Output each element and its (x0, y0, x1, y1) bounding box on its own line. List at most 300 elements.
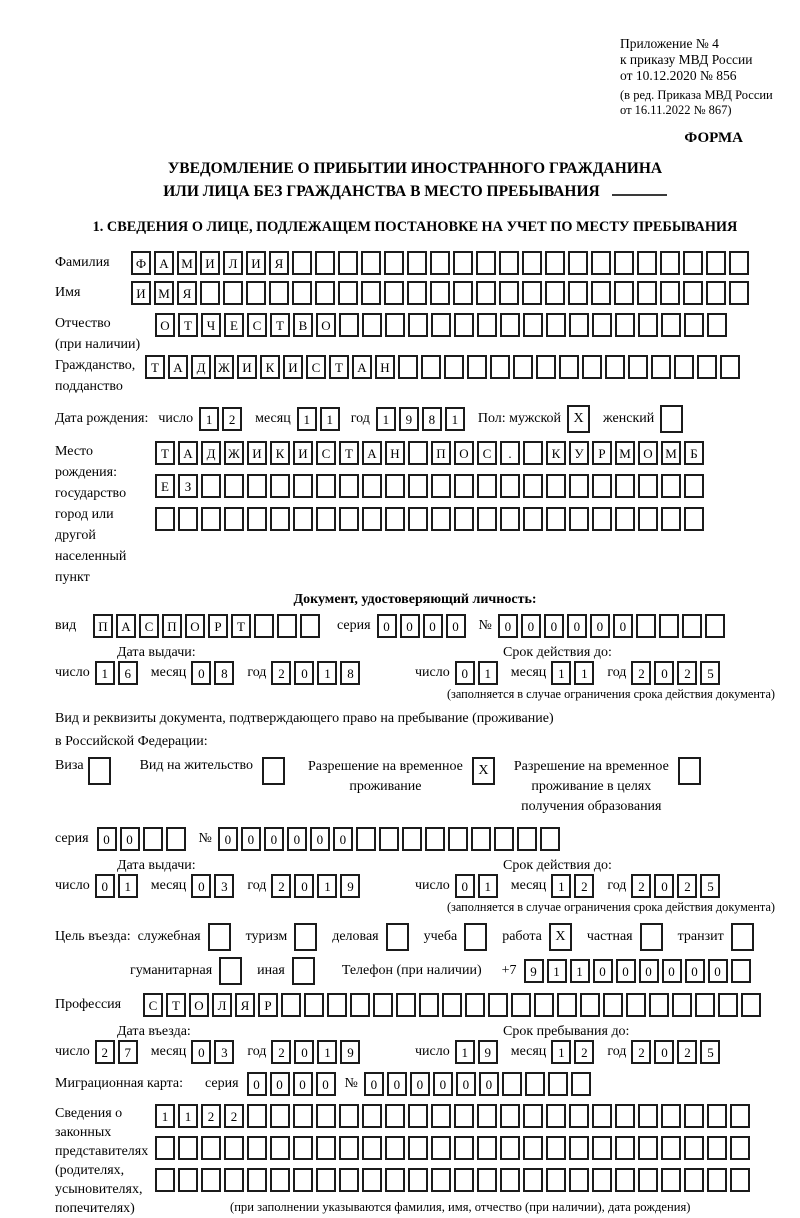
char-cell[interactable] (614, 281, 634, 305)
char-cell[interactable] (262, 757, 285, 785)
char-cell[interactable]: В (293, 313, 313, 337)
char-cell[interactable] (339, 1168, 359, 1192)
char-cell[interactable]: 0 (455, 874, 475, 898)
char-cell[interactable] (557, 993, 577, 1017)
char-cell[interactable] (362, 1168, 382, 1192)
char-cell[interactable] (223, 281, 243, 305)
char-cell[interactable] (386, 923, 409, 951)
char-cell[interactable]: 8 (340, 661, 360, 685)
char-cell[interactable] (362, 1104, 382, 1128)
char-cell[interactable]: Е (155, 474, 175, 498)
char-cell[interactable] (705, 614, 725, 638)
char-cell[interactable] (292, 281, 312, 305)
char-cell[interactable] (362, 507, 382, 531)
char-cell[interactable] (339, 474, 359, 498)
char-cell[interactable] (338, 251, 358, 275)
char-cell[interactable] (178, 1136, 198, 1160)
char-cell[interactable]: 0 (97, 827, 117, 851)
char-cell[interactable] (477, 1136, 497, 1160)
char-cell[interactable]: 0 (410, 1072, 430, 1096)
char-cell[interactable]: 0 (377, 614, 397, 638)
char-cell[interactable]: 6 (118, 661, 138, 685)
char-cell[interactable]: 2 (224, 1104, 244, 1128)
char-cell[interactable] (615, 1104, 635, 1128)
char-cell[interactable] (155, 507, 175, 531)
char-cell[interactable]: П (162, 614, 182, 638)
char-cell[interactable] (208, 923, 231, 951)
char-cell[interactable]: 0 (544, 614, 564, 638)
char-cell[interactable]: 2 (271, 874, 291, 898)
char-cell[interactable]: Ф (131, 251, 151, 275)
char-cell[interactable] (661, 1168, 681, 1192)
char-cell[interactable]: И (293, 441, 313, 465)
char-cell[interactable] (707, 313, 727, 337)
char-cell[interactable] (270, 1104, 290, 1128)
char-cell[interactable]: А (168, 355, 188, 379)
char-cell[interactable]: 1 (199, 407, 219, 431)
char-cell[interactable]: 1 (478, 661, 498, 685)
char-cell[interactable] (316, 1136, 336, 1160)
char-cell[interactable]: О (189, 993, 209, 1017)
char-cell[interactable] (659, 614, 679, 638)
char-cell[interactable]: 0 (387, 1072, 407, 1096)
char-cell[interactable] (408, 1136, 428, 1160)
char-cell[interactable] (362, 474, 382, 498)
char-cell[interactable] (569, 1136, 589, 1160)
char-cell[interactable] (453, 281, 473, 305)
char-cell[interactable]: С (477, 441, 497, 465)
char-cell[interactable] (407, 281, 427, 305)
char-cell[interactable] (661, 1136, 681, 1160)
char-cell[interactable] (385, 313, 405, 337)
char-cell[interactable] (569, 1168, 589, 1192)
char-cell[interactable] (155, 1168, 175, 1192)
char-cell[interactable] (270, 507, 290, 531)
char-cell[interactable] (569, 474, 589, 498)
char-cell[interactable]: 0 (433, 1072, 453, 1096)
char-cell[interactable] (684, 1136, 704, 1160)
char-cell[interactable] (448, 827, 468, 851)
char-cell[interactable] (682, 614, 702, 638)
char-cell[interactable]: 1 (95, 661, 115, 685)
char-cell[interactable] (270, 1168, 290, 1192)
char-cell[interactable] (339, 1136, 359, 1160)
char-cell[interactable] (545, 251, 565, 275)
char-cell[interactable] (454, 1104, 474, 1128)
char-cell[interactable]: 5 (700, 1040, 720, 1064)
char-cell[interactable] (502, 1072, 522, 1096)
char-cell[interactable]: 1 (445, 407, 465, 431)
char-cell[interactable] (615, 507, 635, 531)
char-cell[interactable] (707, 1136, 727, 1160)
char-cell[interactable]: 1 (317, 874, 337, 898)
char-cell[interactable]: 2 (677, 874, 697, 898)
char-cell[interactable]: 0 (616, 959, 636, 983)
char-cell[interactable] (200, 281, 220, 305)
char-cell[interactable] (651, 355, 671, 379)
char-cell[interactable]: Д (201, 441, 221, 465)
char-cell[interactable] (385, 1136, 405, 1160)
char-cell[interactable]: 0 (654, 661, 674, 685)
char-cell[interactable]: 0 (446, 614, 466, 638)
char-cell[interactable] (592, 507, 612, 531)
char-cell[interactable] (385, 474, 405, 498)
char-cell[interactable]: 0 (400, 614, 420, 638)
char-cell[interactable]: И (237, 355, 257, 379)
char-cell[interactable] (178, 507, 198, 531)
char-cell[interactable] (523, 474, 543, 498)
char-cell[interactable]: 9 (524, 959, 544, 983)
char-cell[interactable]: 2 (95, 1040, 115, 1064)
char-cell[interactable]: З (178, 474, 198, 498)
char-cell[interactable] (277, 614, 297, 638)
char-cell[interactable] (300, 614, 320, 638)
char-cell[interactable]: 2 (677, 661, 697, 685)
char-cell[interactable] (522, 281, 542, 305)
char-cell[interactable] (431, 474, 451, 498)
char-cell[interactable] (638, 1104, 658, 1128)
char-cell[interactable] (546, 1136, 566, 1160)
char-cell[interactable]: Н (375, 355, 395, 379)
char-cell[interactable] (684, 507, 704, 531)
char-cell[interactable] (559, 355, 579, 379)
char-cell[interactable] (513, 355, 533, 379)
char-cell[interactable]: К (546, 441, 566, 465)
char-cell[interactable] (706, 251, 726, 275)
char-cell[interactable]: К (270, 441, 290, 465)
char-cell[interactable] (224, 474, 244, 498)
char-cell[interactable] (407, 251, 427, 275)
char-cell[interactable] (373, 993, 393, 1017)
char-cell[interactable] (661, 1104, 681, 1128)
char-cell[interactable]: 2 (271, 1040, 291, 1064)
char-cell[interactable]: 0 (567, 614, 587, 638)
char-cell[interactable] (523, 507, 543, 531)
char-cell[interactable]: Т (155, 441, 175, 465)
char-cell[interactable] (316, 1168, 336, 1192)
char-cell[interactable] (592, 1104, 612, 1128)
char-cell[interactable] (431, 507, 451, 531)
char-cell[interactable]: К (260, 355, 280, 379)
char-cell[interactable] (636, 614, 656, 638)
char-cell[interactable] (534, 993, 554, 1017)
char-cell[interactable]: М (154, 281, 174, 305)
char-cell[interactable] (615, 1136, 635, 1160)
char-cell[interactable]: 0 (120, 827, 140, 851)
char-cell[interactable] (408, 441, 428, 465)
char-cell[interactable]: Т (329, 355, 349, 379)
char-cell[interactable] (431, 1136, 451, 1160)
char-cell[interactable]: 1 (317, 661, 337, 685)
char-cell[interactable] (730, 1136, 750, 1160)
char-cell[interactable] (385, 1168, 405, 1192)
char-cell[interactable] (568, 251, 588, 275)
char-cell[interactable]: 2 (201, 1104, 221, 1128)
char-cell[interactable] (402, 827, 422, 851)
char-cell[interactable] (591, 281, 611, 305)
char-cell[interactable] (293, 507, 313, 531)
char-cell[interactable] (569, 1104, 589, 1128)
char-cell[interactable] (545, 281, 565, 305)
char-cell[interactable]: 9 (478, 1040, 498, 1064)
char-cell[interactable]: 0 (294, 874, 314, 898)
char-cell[interactable] (224, 1136, 244, 1160)
char-cell[interactable]: Л (212, 993, 232, 1017)
char-cell[interactable] (384, 281, 404, 305)
char-cell[interactable]: А (352, 355, 372, 379)
char-cell[interactable] (660, 405, 683, 433)
char-cell[interactable] (454, 313, 474, 337)
char-cell[interactable]: Н (385, 441, 405, 465)
char-cell[interactable] (408, 313, 428, 337)
char-cell[interactable]: 0 (264, 827, 284, 851)
char-cell[interactable]: 0 (270, 1072, 290, 1096)
char-cell[interactable]: Т (178, 313, 198, 337)
char-cell[interactable] (674, 355, 694, 379)
char-cell[interactable] (178, 1168, 198, 1192)
char-cell[interactable] (706, 281, 726, 305)
char-cell[interactable]: 2 (631, 661, 651, 685)
char-cell[interactable] (431, 1104, 451, 1128)
char-cell[interactable]: 0 (654, 1040, 674, 1064)
char-cell[interactable]: Я (177, 281, 197, 305)
char-cell[interactable]: С (316, 441, 336, 465)
char-cell[interactable]: 9 (340, 874, 360, 898)
char-cell[interactable]: 0 (662, 959, 682, 983)
char-cell[interactable] (476, 281, 496, 305)
char-cell[interactable] (292, 251, 312, 275)
char-cell[interactable] (293, 1104, 313, 1128)
char-cell[interactable]: М (177, 251, 197, 275)
char-cell[interactable] (385, 1104, 405, 1128)
char-cell[interactable] (467, 355, 487, 379)
char-cell[interactable]: И (200, 251, 220, 275)
char-cell[interactable] (270, 1136, 290, 1160)
char-cell[interactable] (525, 1072, 545, 1096)
char-cell[interactable] (522, 251, 542, 275)
char-cell[interactable] (166, 827, 186, 851)
char-cell[interactable]: 1 (478, 874, 498, 898)
char-cell[interactable]: 5 (700, 874, 720, 898)
char-cell[interactable] (293, 1136, 313, 1160)
char-cell[interactable]: Т (145, 355, 165, 379)
char-cell[interactable] (201, 1168, 221, 1192)
char-cell[interactable] (638, 1168, 658, 1192)
char-cell[interactable]: 0 (708, 959, 728, 983)
char-cell[interactable] (640, 923, 663, 951)
char-cell[interactable] (569, 313, 589, 337)
char-cell[interactable]: П (431, 441, 451, 465)
char-cell[interactable]: М (661, 441, 681, 465)
char-cell[interactable] (316, 474, 336, 498)
char-cell[interactable]: Ж (224, 441, 244, 465)
char-cell[interactable] (247, 474, 267, 498)
char-cell[interactable] (421, 355, 441, 379)
char-cell[interactable] (384, 251, 404, 275)
char-cell[interactable]: 0 (310, 827, 330, 851)
char-cell[interactable] (425, 827, 445, 851)
char-cell[interactable]: 1 (551, 874, 571, 898)
char-cell[interactable] (219, 957, 242, 985)
char-cell[interactable] (500, 1136, 520, 1160)
char-cell[interactable] (246, 281, 266, 305)
char-cell[interactable] (580, 993, 600, 1017)
char-cell[interactable] (729, 251, 749, 275)
char-cell[interactable] (408, 1104, 428, 1128)
char-cell[interactable]: 0 (455, 661, 475, 685)
char-cell[interactable]: 0 (590, 614, 610, 638)
char-cell[interactable] (269, 281, 289, 305)
char-cell[interactable] (431, 1168, 451, 1192)
char-cell[interactable] (488, 993, 508, 1017)
char-cell[interactable] (695, 993, 715, 1017)
char-cell[interactable]: Т (270, 313, 290, 337)
char-cell[interactable] (444, 355, 464, 379)
char-cell[interactable] (379, 827, 399, 851)
char-cell[interactable]: И (131, 281, 151, 305)
char-cell[interactable] (546, 1168, 566, 1192)
char-cell[interactable]: 0 (654, 874, 674, 898)
char-cell[interactable]: 0 (639, 959, 659, 983)
char-cell[interactable] (316, 1104, 336, 1128)
char-cell[interactable]: Р (258, 993, 278, 1017)
char-cell[interactable]: 0 (247, 1072, 267, 1096)
char-cell[interactable] (626, 993, 646, 1017)
char-cell[interactable] (592, 1168, 612, 1192)
char-cell[interactable]: 2 (271, 661, 291, 685)
char-cell[interactable] (523, 313, 543, 337)
char-cell[interactable] (247, 1168, 267, 1192)
char-cell[interactable] (661, 313, 681, 337)
char-cell[interactable]: Р (208, 614, 228, 638)
char-cell[interactable] (453, 251, 473, 275)
char-cell[interactable] (660, 251, 680, 275)
char-cell[interactable] (361, 281, 381, 305)
char-cell[interactable]: И (246, 251, 266, 275)
char-cell[interactable]: 3 (214, 1040, 234, 1064)
char-cell[interactable] (546, 507, 566, 531)
char-cell[interactable] (730, 1104, 750, 1128)
char-cell[interactable]: 1 (178, 1104, 198, 1128)
char-cell[interactable]: Л (223, 251, 243, 275)
char-cell[interactable] (707, 1168, 727, 1192)
char-cell[interactable] (408, 474, 428, 498)
char-cell[interactable]: 0 (287, 827, 307, 851)
char-cell[interactable]: 2 (574, 874, 594, 898)
char-cell[interactable] (339, 313, 359, 337)
char-cell[interactable] (500, 1104, 520, 1128)
char-cell[interactable]: 2 (574, 1040, 594, 1064)
char-cell[interactable] (697, 355, 717, 379)
char-cell[interactable]: Е (224, 313, 244, 337)
char-cell[interactable]: 8 (214, 661, 234, 685)
char-cell[interactable] (350, 993, 370, 1017)
char-cell[interactable]: И (283, 355, 303, 379)
char-cell[interactable]: 1 (376, 407, 396, 431)
char-cell[interactable]: П (93, 614, 113, 638)
char-cell[interactable] (720, 355, 740, 379)
char-cell[interactable]: 2 (222, 407, 242, 431)
char-cell[interactable] (540, 827, 560, 851)
char-cell[interactable] (304, 993, 324, 1017)
char-cell[interactable] (548, 1072, 568, 1096)
char-cell[interactable] (592, 474, 612, 498)
char-cell[interactable] (678, 757, 701, 785)
char-cell[interactable] (569, 507, 589, 531)
char-cell[interactable] (500, 507, 520, 531)
char-cell[interactable] (224, 1168, 244, 1192)
char-cell[interactable] (523, 441, 543, 465)
char-cell[interactable] (684, 1168, 704, 1192)
char-cell[interactable] (88, 757, 111, 785)
char-cell[interactable] (327, 993, 347, 1017)
char-cell[interactable]: 0 (456, 1072, 476, 1096)
char-cell[interactable]: О (155, 313, 175, 337)
char-cell[interactable]: 0 (685, 959, 705, 983)
char-cell[interactable] (661, 474, 681, 498)
char-cell[interactable]: С (143, 993, 163, 1017)
char-cell[interactable] (637, 281, 657, 305)
char-cell[interactable] (339, 1104, 359, 1128)
char-cell[interactable] (339, 507, 359, 531)
char-cell[interactable] (442, 993, 462, 1017)
char-cell[interactable]: X (472, 757, 495, 785)
char-cell[interactable]: Ч (201, 313, 221, 337)
char-cell[interactable]: 2 (677, 1040, 697, 1064)
char-cell[interactable] (684, 474, 704, 498)
char-cell[interactable]: 9 (340, 1040, 360, 1064)
char-cell[interactable]: 0 (521, 614, 541, 638)
char-cell[interactable]: 0 (191, 874, 211, 898)
char-cell[interactable] (476, 251, 496, 275)
char-cell[interactable]: 0 (613, 614, 633, 638)
char-cell[interactable] (464, 923, 487, 951)
char-cell[interactable] (477, 1104, 497, 1128)
char-cell[interactable] (398, 355, 418, 379)
char-cell[interactable]: 1 (551, 1040, 571, 1064)
char-cell[interactable] (315, 251, 335, 275)
char-cell[interactable]: 0 (294, 661, 314, 685)
char-cell[interactable]: С (139, 614, 159, 638)
char-cell[interactable] (536, 355, 556, 379)
char-cell[interactable] (672, 993, 692, 1017)
char-cell[interactable] (201, 1136, 221, 1160)
char-cell[interactable]: О (454, 441, 474, 465)
char-cell[interactable] (362, 313, 382, 337)
char-cell[interactable] (592, 313, 612, 337)
char-cell[interactable] (546, 474, 566, 498)
char-cell[interactable] (638, 507, 658, 531)
char-cell[interactable] (511, 993, 531, 1017)
char-cell[interactable]: 0 (423, 614, 443, 638)
char-cell[interactable]: 1 (551, 661, 571, 685)
char-cell[interactable]: 0 (364, 1072, 384, 1096)
char-cell[interactable] (454, 474, 474, 498)
char-cell[interactable]: С (247, 313, 267, 337)
char-cell[interactable]: 9 (399, 407, 419, 431)
char-cell[interactable] (615, 1168, 635, 1192)
char-cell[interactable] (731, 923, 754, 951)
char-cell[interactable]: 1 (320, 407, 340, 431)
char-cell[interactable] (356, 827, 376, 851)
char-cell[interactable] (638, 474, 658, 498)
char-cell[interactable]: 0 (95, 874, 115, 898)
char-cell[interactable]: X (549, 923, 572, 951)
char-cell[interactable]: Т (339, 441, 359, 465)
char-cell[interactable]: X (567, 405, 590, 433)
char-cell[interactable]: 0 (498, 614, 518, 638)
char-cell[interactable]: 0 (191, 661, 211, 685)
